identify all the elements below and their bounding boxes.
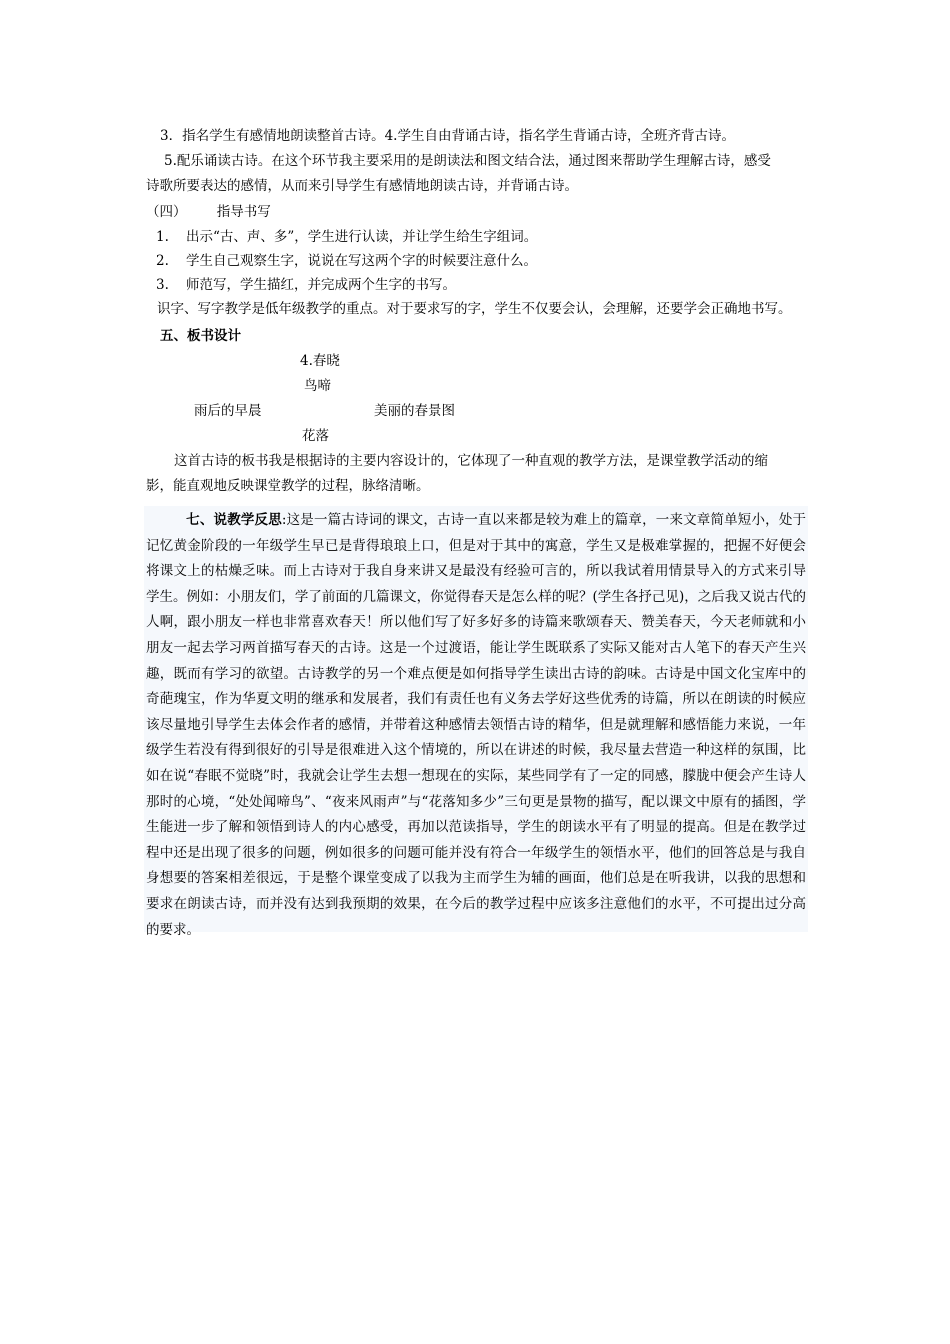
- writing-step-text: 出示“古、声、多”，学生进行认读，并让学生给生字组词。: [186, 229, 538, 245]
- writing-guide-heading-text: 指导书写: [216, 204, 271, 220]
- board-bottom-node: 花落: [302, 428, 329, 444]
- step-3-4-text: 3．指名学生有感情地朗读整首古诗。4.学生自由背诵古诗，指名学生背诵古诗，全班齐背古诗。: [160, 128, 735, 144]
- step-5-text-line1: 5.配乐诵读古诗。在这个环节我主要采用的是朗读法和图文结合法，通过图来帮助学生理解古诗，感受: [164, 153, 771, 169]
- board-top-node: 鸟啼: [304, 378, 331, 394]
- board-design-para-line1: 这首古诗的板书我是根据诗的主要内容设计的，它体现了一种直观的教学方法，是课堂教学活动的缩: [174, 453, 768, 469]
- writing-step-text: 学生自己观察生字，说说在写这两个字的时候要注意什么。: [186, 253, 537, 269]
- writing-guide-heading: [146, 201, 271, 224]
- writing-step-text: 师范写，学生描红，并完成两个生字的书写。: [186, 277, 456, 293]
- reflection-heading: 七、说教学反思: [186, 512, 282, 528]
- step-5-text-line2: 诗歌所要表达的感情，从而来引导学生有感情地朗读古诗，并背诵古诗。: [146, 178, 578, 194]
- board-design-para-line2: 影，能直观地反映课堂教学的过程，脉络清晰。: [146, 478, 430, 494]
- writing-step-3: [156, 274, 456, 297]
- writing-step-2: [156, 250, 537, 273]
- board-design-heading: 五、板书设计: [160, 328, 241, 344]
- board-right-node: 美丽的春景图: [374, 403, 455, 419]
- writing-step-1: [156, 226, 537, 249]
- writing-step-num: 3.: [156, 277, 169, 293]
- writing-step-num: 1.: [156, 229, 169, 245]
- board-left-node: 雨后的早晨: [194, 403, 262, 419]
- writing-step-num: 2.: [156, 253, 169, 269]
- board-title: 4.春晓: [300, 353, 340, 369]
- reflection-paragraph: [146, 508, 806, 943]
- writing-guide-heading-num: （四）: [146, 204, 187, 220]
- reflection-body: :这是一篇古诗词的课文，古诗一直以来都是较为难上的篇章，一来文章简单短小，处于记忆黄金阶段的一年级学生早已是背得琅琅上口，但是对于其中的寓意，学生又是极难掌握的，把握不好便会将课文上的枯燥乏味。而上古诗对于我自身来讲又是最没有经验可言的，所以我试着用情景导入的方式来引导学生。例如：小朋友们，学了前面的几篇课文，你觉得春天是怎么样的呢？(学生各抒己见)，之后我又说古代的人啊，跟小朋友一样也非常喜欢春天！所以他们写了好多好多的诗篇来歌颂春天、赞美春天，今天老师就和小朋友一起去学习两首描写春天的古诗。这是一个过渡语，能让学生既联系了实际又能对古人笔下的春天产生兴趣，既而有学习的欲望。古诗教学的另一个难点便是如何指导学生读出古诗的韵味。古诗是中国文化宝库中的奇葩瑰宝，作为华夏文明的继承和发展者，我们有责任也有义务去学好这些优秀的诗篇，所以在朗读的时候应该尽量地引导学生去体会作者的感情，并带着这种感情去领悟古诗的精华，但是就理解和感悟能力来说，一年级学生若没有得到很好的引导是很难进入这个情境的，所以在讲述的时候，我尽量去营造一种这样的氛围，比如在说“春眠不觉晓”时，我就会让学生去想一想现在的实际，某些同学有了一定的同感，朦胧中便会产生诗人那时的心境，“处处闻啼鸟”、“夜来风雨声”与“花落知多少”三句更是景物的描写，配以课文中原有的插图，学生能进一步了解和领悟到诗人的内心感受，再加以范读指导，学生的朗读水平有了明显的提高。但是在教学过程中还是出现了很多的问题，例如很多的问题可能并没有符合一年级学生的领悟水平，他们的回答总是与我自身想要的答案相差很远，于是整个课堂变成了以我为主而学生为辅的画面，他们总是在听我讲，以我的思想和要求在朗读古诗，而并没有达到我预期的效果，在今后的教学过程中应该多注意他们的水平，不可提出过分高的要求。: [146, 512, 806, 938]
- writing-guide-note: 识字、写字教学是低年级教学的重点。对于要求写的字，学生不仅要会认，会理解，还要学会正确地书写。: [157, 301, 792, 317]
